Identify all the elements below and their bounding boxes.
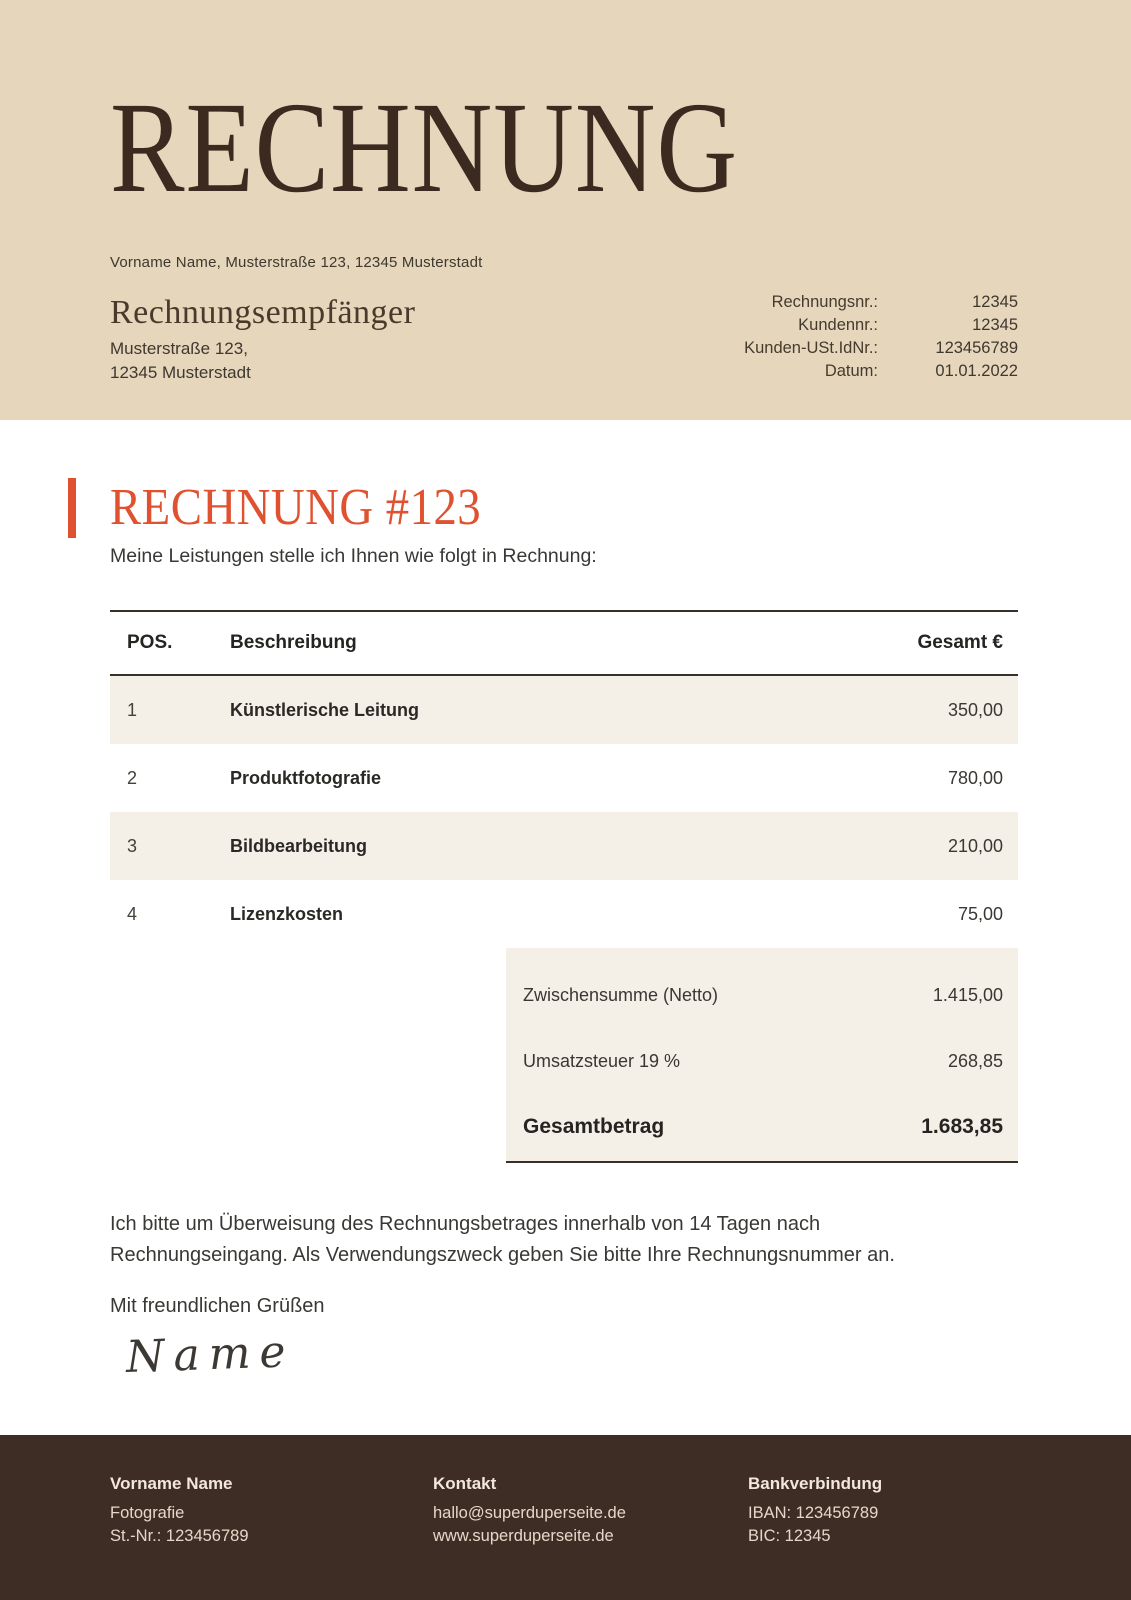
summary-row-subtotal <box>506 962 1018 1028</box>
closing-greeting: Mit freundlichen Grüßen <box>110 1295 325 1317</box>
item-pos: 4 <box>127 903 138 924</box>
item-description: Produktfotografie <box>230 767 381 788</box>
date-value: 01.01.2022 <box>935 362 1018 380</box>
subtotal-label: Zwischensumme (Netto) <box>523 984 719 1005</box>
footer-contact-heading: Kontakt <box>433 1474 497 1493</box>
summary-row-grand-total <box>506 1094 1018 1160</box>
invoice-hero-header <box>0 0 1131 420</box>
footer-sender-name: Vorname Name <box>110 1474 233 1493</box>
vat-value: 268,85 <box>947 1050 1003 1071</box>
column-header-total: Gesamt € <box>917 632 1003 653</box>
item-description: Bildbearbeitung <box>230 835 368 856</box>
invoice-number-label: Rechnungsnr.: <box>771 293 878 311</box>
document-title: RECHNUNG <box>110 76 739 220</box>
line-items-table <box>110 610 1018 948</box>
footer-sender-profession: Fotografie <box>110 1504 185 1522</box>
item-amount: 75,00 <box>957 903 1003 924</box>
footer-column-bank <box>748 1473 1131 1547</box>
footer-contact-website: www.superduperseite.de <box>433 1526 614 1545</box>
recipient-heading: Rechnungsempfänger <box>110 294 416 331</box>
customer-number-label: Kundennr.: <box>798 316 878 334</box>
footer-sender-tax-number: St.-Nr.: 123456789 <box>110 1526 249 1545</box>
recipient-block <box>110 294 415 384</box>
item-description: Lizenzkosten <box>230 903 344 924</box>
item-description: Künstlerische Leitung <box>230 699 420 720</box>
grand-total-label: Gesamtbetrag <box>523 1115 665 1138</box>
invoice-meta-block <box>744 291 1018 383</box>
summary-block <box>506 948 1018 1163</box>
footer-bank-heading: Bankverbindung <box>748 1474 883 1493</box>
invoice-body <box>0 477 1131 1383</box>
table-row <box>110 812 1018 880</box>
customer-number-value: 12345 <box>972 316 1018 334</box>
table-row <box>110 676 1018 744</box>
invoice-number-value: 12345 <box>972 293 1018 311</box>
intro-text: Meine Leistungen stelle ich Ihnen wie folgt in Rechnung: <box>110 545 597 567</box>
table-row <box>110 744 1018 812</box>
table-row <box>110 880 1018 948</box>
invoice-number-heading-row <box>68 477 1018 539</box>
signature: Name <box>125 1326 296 1383</box>
column-header-pos: POS. <box>127 632 173 653</box>
grand-total-value: 1.683,85 <box>921 1115 1003 1138</box>
date-label: Datum: <box>824 362 878 380</box>
customer-vat-id-label: Kunden-USt.IdNr.: <box>744 339 878 357</box>
item-pos: 2 <box>127 767 138 788</box>
page-footer <box>0 1435 1131 1600</box>
summary-row-vat <box>506 1028 1018 1094</box>
item-pos: 1 <box>127 699 138 720</box>
footer-column-sender <box>110 1473 433 1547</box>
item-amount: 780,00 <box>947 767 1003 788</box>
recipient-address-line2: 12345 Musterstadt <box>110 362 251 382</box>
item-amount: 210,00 <box>947 835 1003 856</box>
item-pos: 3 <box>127 835 138 856</box>
vat-label: Umsatzsteuer 19 % <box>523 1050 681 1071</box>
sender-address-line: Vorname Name, Musterstraße 123, 12345 Musterstadt <box>110 254 483 271</box>
subtotal-value: 1.415,00 <box>932 984 1003 1005</box>
footer-bank-bic: BIC: 12345 <box>748 1526 831 1545</box>
invoice-number-heading: RECHNUNG #123 <box>110 479 482 536</box>
footer-column-contact <box>433 1473 748 1547</box>
column-header-description: Beschreibung <box>230 632 357 653</box>
accent-bar <box>68 478 76 538</box>
payment-note: Ich bitte um Überweisung des Rechnungsbetrages innerhalb von 14 Tagen nach Rechnungseingang. Als Verwendungszweck geben Sie bitte Ihre Rechnungsnummer an. <box>110 1213 895 1266</box>
footer-contact-email: hallo@superduperseite.de <box>433 1504 626 1522</box>
item-amount: 350,00 <box>947 699 1003 720</box>
customer-vat-id-value: 123456789 <box>935 339 1018 357</box>
footer-bank-iban: IBAN: 123456789 <box>748 1504 879 1522</box>
table-header-row <box>110 612 1018 676</box>
recipient-address-line1: Musterstraße 123, <box>110 339 248 358</box>
